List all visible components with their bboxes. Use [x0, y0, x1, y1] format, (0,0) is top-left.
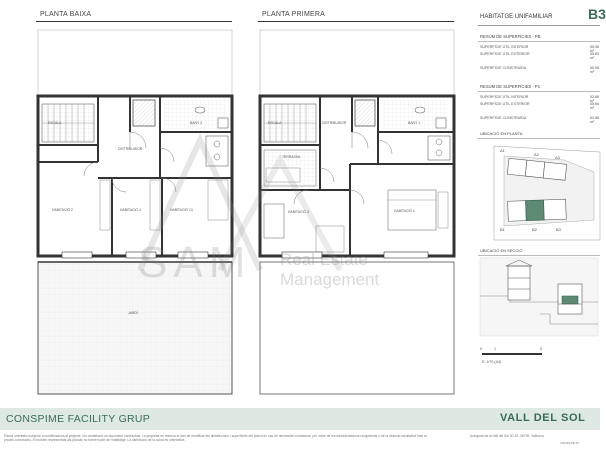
room-label-garden: JARDÍ	[128, 311, 138, 315]
pb-row-value: 55.98 m²	[590, 45, 599, 53]
first-floor-title: PLANTA PRIMERA	[262, 11, 325, 18]
scale-mark-0: 0	[480, 347, 482, 351]
section-location-rule	[478, 255, 600, 256]
location-label-a2: A2	[534, 152, 539, 157]
p1-row-value: 05.66 m²	[590, 102, 599, 110]
p1-row-label: SUPERFÍCIE ÚTIL EXTERIOR	[480, 102, 530, 106]
room-label-distributor-ground: DISTRIBUIDOR	[118, 147, 143, 151]
pb-row-value: 55.80 m²	[590, 52, 599, 60]
site-section-drawing	[480, 258, 598, 336]
legal-disclaimer: Plànol orientatiu subjecte a modificacions al projecte. No constitueix un document contractual. La propietat es reserva el dret de modificar les distribucions i superfícies del plànol en cas de necessitat contractual, per ordre de les administracions competents o de la direcció facultativa finst al procés constructiu. El mobles representats als plànols no formen part de l'habitatge. La distribució de la cuina és orientativa.	[4, 434, 427, 442]
watermark-line-2: Management	[280, 270, 380, 289]
p1-summary-title: RESUM DE SUPERFÍCIES - P1	[480, 84, 541, 89]
drawing-reference: VDS-B3-PB-P1	[560, 441, 580, 445]
room-label-bedroom-a-first: HABITACIÓ 3	[288, 210, 309, 214]
location-label-a1: A1	[500, 148, 505, 153]
scale-mark-1: 1	[494, 347, 496, 351]
pb-row-value: 65.96 m²	[590, 66, 599, 74]
project-address: Avinguda de la Vall del Sol 30-32, 08759, Vallirana	[470, 434, 544, 438]
room-label-bedroom-c-ground: HABITACIÓ 13	[170, 208, 193, 212]
unit-code: B3	[588, 6, 606, 22]
room-label-bedroom-b-ground: HABITACIÓ 4	[120, 208, 141, 212]
p1-row-label: SUPERFÍCIE ÚTIL INTERIOR	[480, 95, 529, 99]
site-location-map	[494, 142, 600, 240]
p1-row-value: 52.88 m²	[590, 95, 599, 103]
pb-row-label: SUPERFÍCIE CONSTRUÏDA	[480, 66, 527, 70]
room-label-terrace-first: TERRASSA	[282, 155, 301, 159]
sidebar-header-rule	[478, 25, 600, 26]
location-plan-rule	[478, 138, 600, 139]
section-location-title: UBICACIÓ EN SECCIÓ	[480, 248, 523, 253]
watermark-logo	[130, 120, 400, 290]
p1-row-label: SUPERFÍCIE CONSTRUÏDA	[480, 116, 527, 120]
sidebar-header: HABITATGE UNIFAMILIAR	[480, 14, 553, 20]
scale-mark-5: 5	[540, 347, 542, 351]
pb-summary-title: RESUM DE SUPERFÍCIES - PB	[480, 34, 541, 39]
location-label-b3: B3	[556, 227, 561, 232]
watermark-brand: SAM	[138, 238, 252, 287]
project-brand: VALL DEL SOL	[500, 412, 586, 424]
location-label-a3: A3	[555, 155, 560, 160]
room-label-bedroom-a-ground: HABITACIÓ 2	[52, 208, 73, 212]
location-label-b2: B2	[532, 227, 537, 232]
sidebar-panel	[474, 0, 606, 406]
scale-bar-half	[482, 353, 494, 355]
room-label-bathroom-first: BANY 1	[408, 121, 420, 125]
location-label-b1: B1	[500, 227, 505, 232]
room-label-bedroom-b-first: HABITACIÓ 1	[394, 209, 415, 213]
watermark-line-1: Real Estate	[280, 250, 368, 269]
p1-summary-rule	[478, 91, 600, 92]
developer-brand: CONSPIME FACILITY GRUP	[6, 413, 151, 425]
pb-summary-rule	[478, 41, 600, 42]
room-label-stairs-ground: ESCALA	[48, 121, 62, 125]
pb-row-label: SUPERFÍCIE ÚTIL EXTERIOR	[480, 52, 530, 56]
room-label-distributor-first: DISTRIBUIDOR	[322, 121, 347, 125]
scale-text: E: 1/70 (A3)	[482, 360, 502, 364]
location-plan-title: UBICACIÓ EN PLANTA	[480, 131, 523, 136]
room-label-stairs-first: ESCALA	[268, 121, 282, 125]
p1-row-value: 63.88 m²	[590, 116, 599, 124]
pb-row-label: SUPERFÍCIE ÚTIL INTERIOR	[480, 45, 529, 49]
ground-floor-title: PLANTA BAIXA	[40, 11, 92, 18]
room-label-bathroom-ground: BANY 3	[190, 121, 202, 125]
